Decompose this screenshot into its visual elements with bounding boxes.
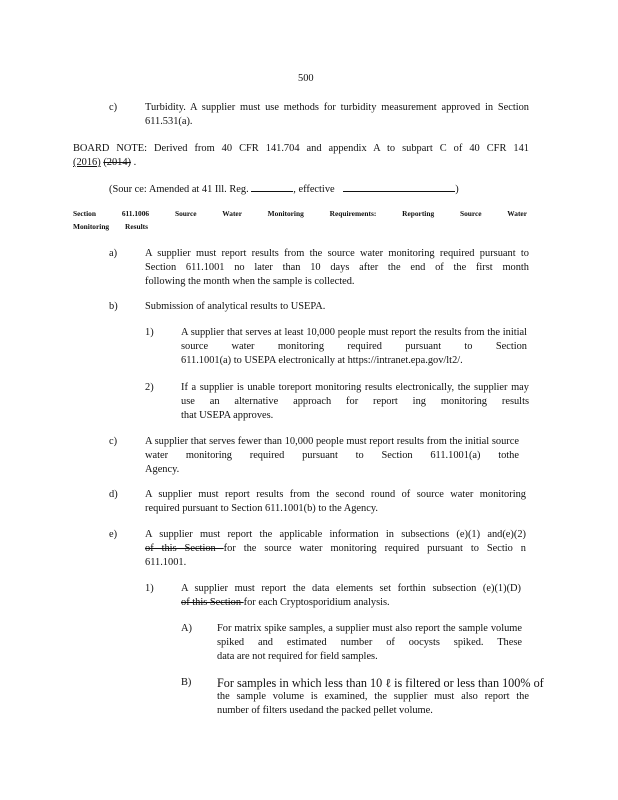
para-a-last: following the month when the sample is collected. [145,276,355,287]
para-b2-label: 2) [145,382,154,393]
source-suffix: ) [455,184,459,195]
para-A-last: data are not required for field samples. [217,651,378,662]
turbidity-paragraph [145,101,529,129]
para-d-label: d) [109,489,118,500]
board-note-year-old: (2014) [103,157,132,168]
para-a [145,247,529,289]
para-e-struck: of this Section [145,543,224,554]
para-b1-text: A supplier that serves at least 10,000 people must report the results from the initial source water monitoring required pursuant to Section [181,327,527,352]
para-e1-struck: of this Section [181,597,244,608]
para-d [145,488,526,516]
para-b1-last: 611.1001(a) to USEPA electronically at https://intranet.epa.gov/lt2/. [181,355,463,366]
item-label: c) [109,102,118,113]
para-d-text: A supplier must report results from the second round of source water monitoring [145,489,526,500]
para-c-label: c) [109,436,118,447]
para-b1 [181,326,527,368]
source-prefix: (Sour ce: Amended at 41 Ill. Reg. [109,184,249,195]
section-heading-line1: Section 611.1006 Source Water Monitoring Requirements: Reporting Source Water [73,209,527,218]
para-c-text: A supplier that serves fewer than 10,000 people must report results from the initial source water monitoring required pursuant to Section 611.1001(a) tothe [145,436,519,461]
para-b1-label: 1) [145,327,154,338]
para-b2 [181,381,529,423]
source-line [109,181,459,197]
para-e-last: 611.1001. [145,557,187,568]
para-e-line1: A supplier must report the applicable information in subsections (e)(1) and(e)(2) [145,529,526,540]
para-A-label: A) [181,623,192,634]
para-e [145,528,526,570]
para-d-last: required pursuant to Section 611.1001(b) to the Agency. [145,503,378,514]
para-e1-label: 1) [145,583,154,594]
section-heading-line2: Monitoring Results [73,222,148,231]
board-note-year-new: (2016) [73,157,101,168]
para-b2-last: that USEPA approves. [181,410,274,421]
board-note [73,142,529,170]
para-B-last: number of filters usedand the packed pellet volume. [217,705,433,716]
para-A-text: For matrix spike samples, a supplier must also report the sample volume spiked and estimated number of oocysts spiked. These [217,623,522,648]
para-c-last: Agency. [145,464,180,475]
para-a-text: A supplier must report results from the source water monitoring required pursuant to Section 611.1001 no later than 10 days after the end of the first month [145,248,529,273]
register-blank [251,181,293,192]
source-mid: , effective [293,184,335,195]
para-b2-text: If a supplier is unable toreport monitoring results electronically, the supplier may use an alternative approach for report ing monitoring results [181,382,529,407]
para-B-line1: For samples in which less than 10 ℓ is filtered or less than 100% of [217,676,544,690]
board-note-tail: . [133,157,137,168]
turbidity-text: Turbidity. A supplier must use methods for turbidity measurement approved in Section 611.531(a). [145,102,529,127]
board-note-line1: BOARD NOTE: Derived from 40 CFR 141.704 and appendix A to subpart C of 40 CFR 141 [73,143,529,154]
para-b-label: b) [109,301,118,312]
para-a-label: a) [109,248,118,259]
para-e1 [181,582,521,610]
para-A [217,622,522,664]
para-b-text: Submission of analytical results to USEPA. [145,301,326,312]
para-e-label: e) [109,529,118,540]
para-B [217,676,544,718]
page-number: 500 [298,73,314,84]
para-e1-line2: for each Cryptosporidium analysis. [243,597,390,608]
para-c [145,435,519,477]
para-B-text: the sample volume is examined, the supplier must also report the [217,691,529,702]
para-e-line2: for the source water monitoring required pursuant to Sectio n [223,543,526,554]
para-B-label: B) [181,677,192,688]
effective-date-blank [343,181,455,192]
para-e1-line1: A supplier must report the data elements set forthin subsection (e)(1)(D) [181,583,521,594]
